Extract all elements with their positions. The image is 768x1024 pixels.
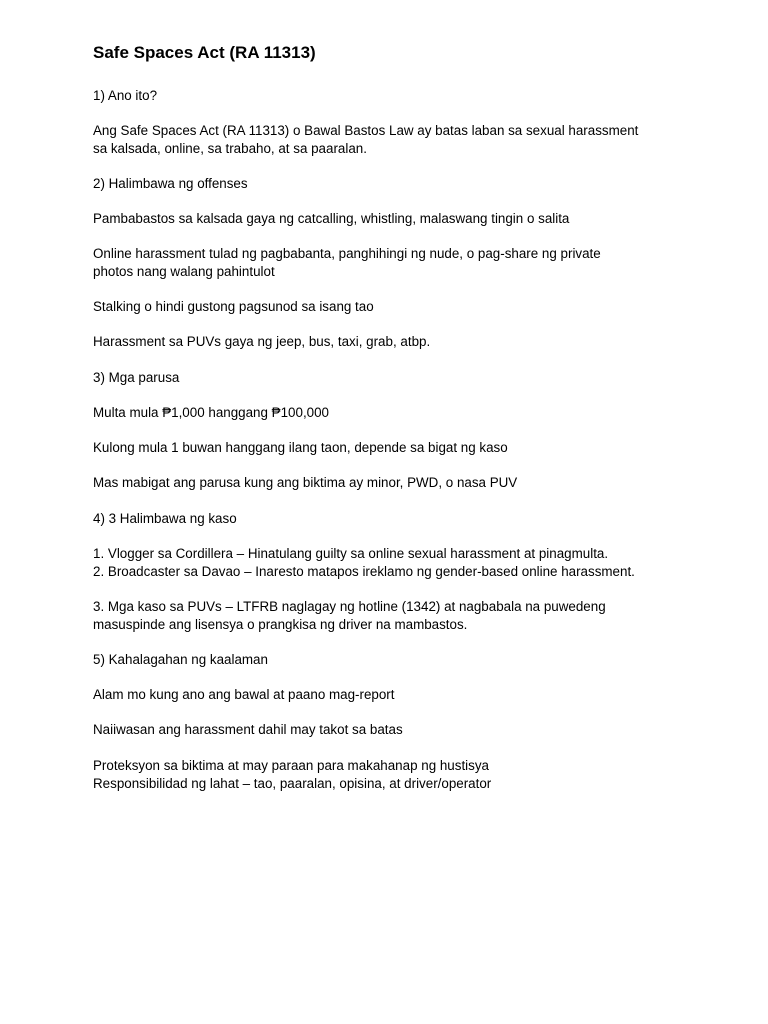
section-heading-parusa — [93, 369, 693, 387]
text-line: Pambabastos sa kalsada gaya ng catcalling, whistling, malaswang tingin o salita — [93, 211, 570, 226]
text-line: Ang Safe Spaces Act (RA 11313) o Bawal Bastos Law ay batas laban sa sexual harassment — [93, 123, 639, 138]
text-line: Online harassment tulad ng pagbabanta, panghihingi ng nude, o pag-share ng private — [93, 246, 601, 261]
text-line: photos nang walang pahintulot — [93, 263, 275, 279]
text-line: sa kalsada, online, sa trabaho, at sa paaralan. — [93, 140, 367, 156]
text-line: 1. Vlogger sa Cordillera – Hinatulang guilty sa online sexual harassment at pinagmulta. — [93, 546, 609, 561]
paragraph-imprisonment — [93, 439, 693, 457]
text-line: 1) Ano ito? — [93, 88, 158, 103]
paragraph-offense-stalking — [93, 298, 693, 316]
paragraph-offense-street — [93, 210, 693, 228]
paragraph-fine — [93, 404, 693, 422]
paragraph-offense-online — [93, 245, 693, 280]
text-line: Kulong mula 1 buwan hanggang ilang taon, depende sa bigat ng kaso — [93, 440, 508, 455]
text-line: Mas mabigat ang parusa kung ang biktima ay minor, PWD, o nasa PUV — [93, 475, 518, 490]
text-line: Naiiwasan ang harassment dahil may takot sa batas — [93, 722, 403, 737]
paragraph-heavier-penalty — [93, 474, 693, 492]
section-heading-ano-ito — [93, 87, 693, 105]
text-line: 2. Broadcaster sa Davao – Inaresto matapos ireklamo ng gender-based online harassment. — [93, 563, 635, 579]
text-line: Proteksyon sa biktima at may paraan para makahanap ng hustisya — [93, 758, 489, 773]
paragraph-cases-1-2 — [93, 545, 693, 580]
text-line: 4) 3 Halimbawa ng kaso — [93, 511, 237, 526]
text-line: 2) Halimbawa ng offenses — [93, 176, 248, 191]
text-line: 5) Kahalagahan ng kaalaman — [93, 652, 268, 667]
text-line: 3) Mga parusa — [93, 370, 180, 385]
paragraph-deterrence — [93, 721, 693, 739]
text-line: Multa mula ₱1,000 hanggang ₱100,000 — [93, 405, 330, 420]
text-line: Harassment sa PUVs gaya ng jeep, bus, taxi, grab, atbp. — [93, 334, 431, 349]
section-heading-offenses — [93, 175, 693, 193]
text-line: masuspinde ang lisensya o prangkisa ng driver na mambastos. — [93, 616, 468, 632]
paragraph-protection — [93, 757, 693, 792]
paragraph-offense-puv — [93, 333, 693, 351]
text-line: Alam mo kung ano ang bawal at paano mag-report — [93, 687, 395, 702]
text-line: Responsibilidad ng lahat – tao, paaralan, opisina, at driver/operator — [93, 775, 492, 791]
text-line: 3. Mga kaso sa PUVs – LTFRB naglagay ng hotline (1342) at nagbabala na puwedeng — [93, 599, 606, 614]
paragraph-know-report — [93, 686, 693, 704]
section-heading-kahalagahan — [93, 651, 693, 669]
paragraph-case-3 — [93, 598, 693, 633]
text-line: Stalking o hindi gustong pagsunod sa isang tao — [93, 299, 374, 314]
document-title: Safe Spaces Act (RA 11313) — [93, 43, 316, 62]
paragraph-definition — [93, 122, 693, 157]
section-heading-kaso — [93, 510, 693, 528]
